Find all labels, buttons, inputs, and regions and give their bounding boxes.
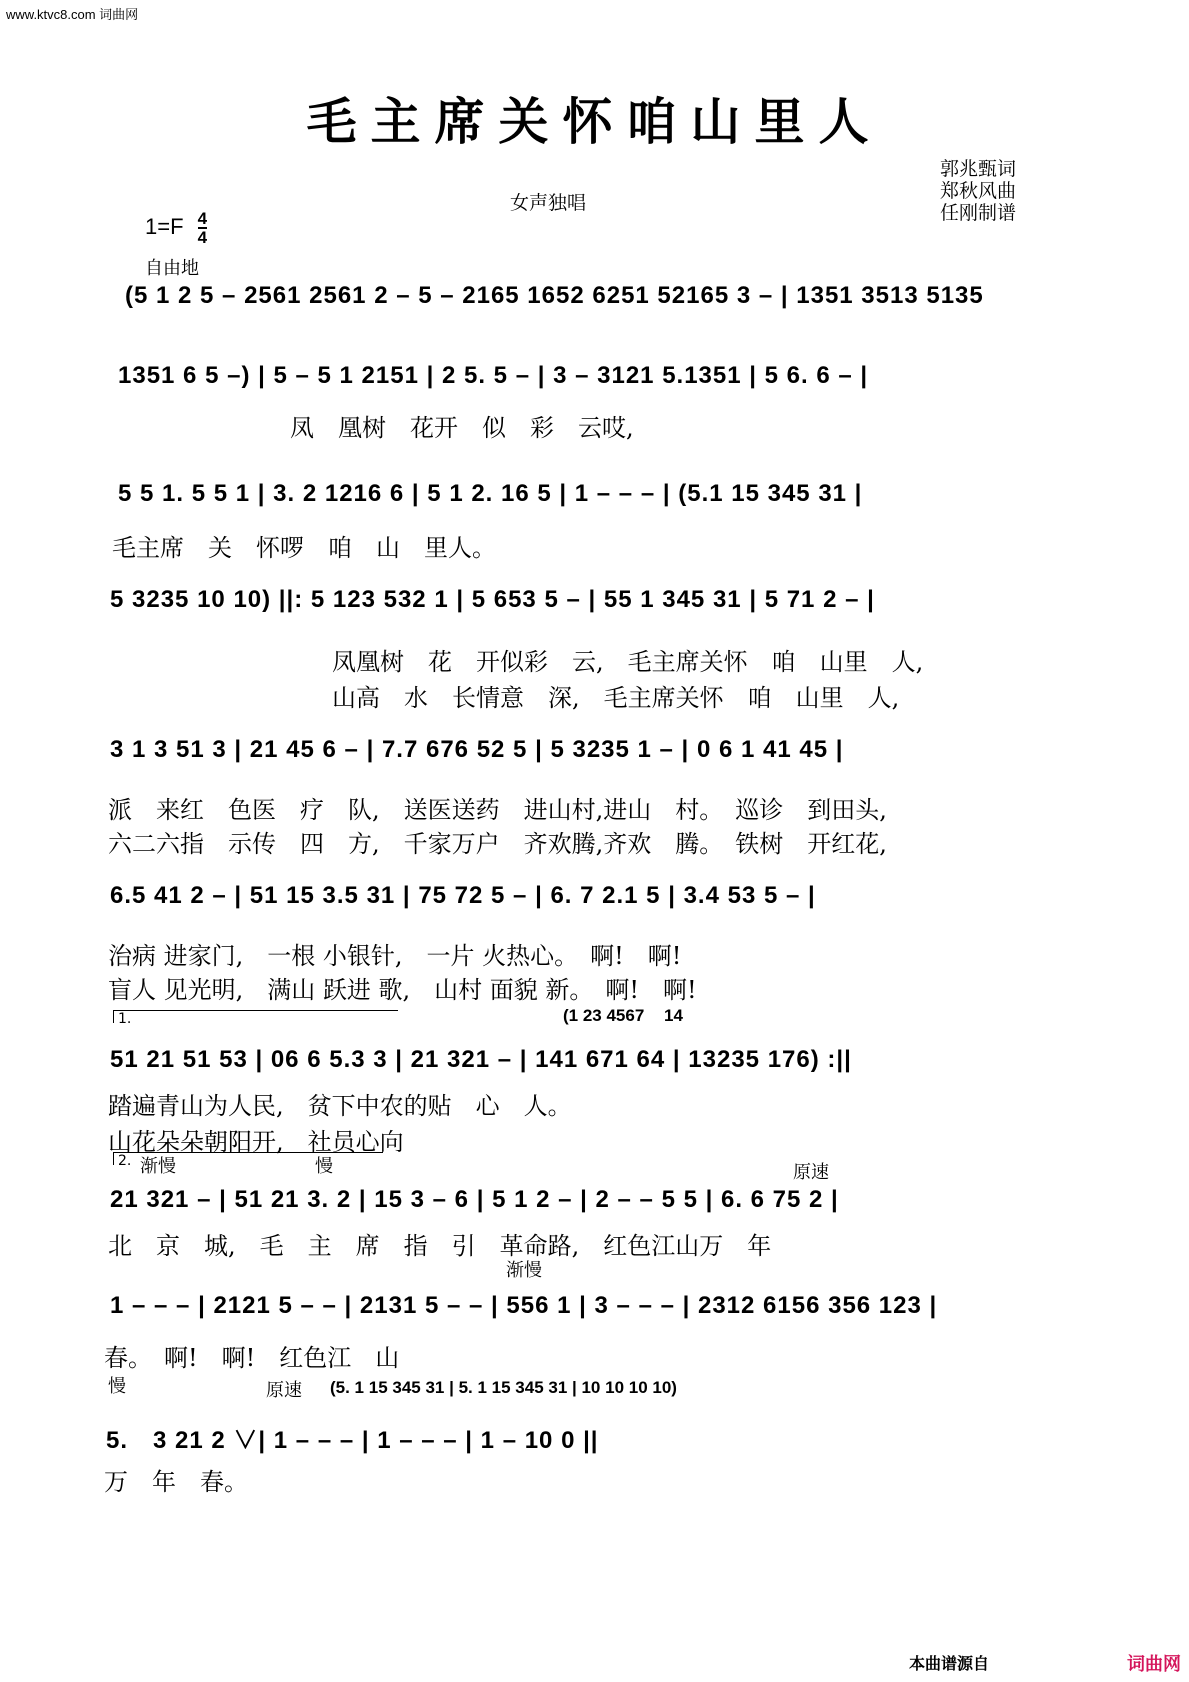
first-ending-label: 1.	[118, 1011, 132, 1027]
tempo-ritard-2: 渐慢	[506, 1260, 542, 1281]
lyric-line-8: 北 京 城, 毛 主 席 指 引 革命路, 红色江山万 年	[108, 1232, 772, 1260]
second-ending-label: 2.	[118, 1153, 132, 1169]
lyric-line-5b: 六二六指 示传 四 方, 千家万户 齐欢腾,齐欢 腾。 铁树 开红花,	[108, 830, 887, 858]
lyric-line-7b: 山花朵朵朝阳开, 社员心向	[108, 1128, 404, 1156]
first-ending-bracket	[113, 1010, 398, 1027]
footer-source: 本曲谱源自	[908, 1654, 989, 1673]
notation-line-8: 21 321 – | 51 21 3. 2 | 15 3 – 6 | 5 1 2 – | 2 – – 5 5 | 6. 6 75 2 |	[110, 1186, 839, 1213]
notation-line-10: 5. 3 21 2 ∨| 1 – – – | 1 – – – | 1 – 10 0 ||	[106, 1427, 599, 1454]
tempo-mark: 自由地	[145, 258, 199, 279]
notation-line-4: 5 3235 10 10) ||: 5 123 532 1 | 5 653 5 – | 55 1 345 31 | 5 71 2 – |	[110, 586, 875, 613]
key-signature	[145, 210, 207, 246]
lyric-line-4b: 山高 水 长情意 深, 毛主席关怀 咱 山里 人,	[332, 684, 900, 712]
song-title: 毛主席关怀咱山里人	[306, 92, 883, 151]
notation-line-3: 5 5 1. 5 5 1 | 3. 2 1216 6 | 5 1 2. 16 5 | 1 – – – | (5.1 15 345 31 |	[118, 480, 863, 507]
lyric-line-7a: 踏遍青山为人民, 贫下中农的贴 心 人。	[108, 1092, 572, 1120]
bracket-notes-b: 14	[664, 1006, 683, 1025]
composer: 郑秋风曲	[940, 180, 1017, 202]
lyric-line-2: 凤 凰树 花开 似 彩 云哎,	[290, 414, 634, 442]
lyric-line-9: 春。 啊! 啊! 红色江 山	[104, 1344, 400, 1372]
tempo-original-1: 原速	[793, 1162, 829, 1183]
tempo-original-2: 原速	[266, 1380, 302, 1401]
notation-line-5: 3 1 3 51 3 | 21 45 6 – | 7.7 676 52 5 | 5 3235 1 – | 0 6 1 41 45 |	[110, 736, 844, 763]
accompaniment-notes: (5. 1 15 345 31 | 5. 1 15 345 31 | 10 10 10 10)	[330, 1378, 677, 1397]
time-top: 4	[197, 209, 208, 228]
key-label: 1=F	[145, 213, 184, 239]
lyric-line-10: 万 年 春。	[104, 1468, 248, 1496]
footer-brand: 词曲网	[1127, 1654, 1181, 1675]
notation-line-1: (5 1 2 5 – 2561 2561 2 – 5 – 2165 1652 6251 52165 3 – | 1351 3513 5135	[125, 282, 984, 309]
lyricist: 郭兆甄词	[940, 158, 1017, 180]
bracket-notes-a: (1 23 4567	[563, 1006, 645, 1025]
lyric-line-6a: 治病 进家门, 一根 小银针, 一片 火热心。 啊! 啊!	[108, 942, 682, 970]
arranger: 任刚制谱	[940, 202, 1017, 224]
credits	[940, 158, 1016, 224]
time-bottom: 4	[197, 228, 208, 247]
tempo-slow-2: 慢	[108, 1376, 126, 1397]
lyric-line-4a: 凤凰树 花 开似彩 云, 毛主席关怀 咱 山里 人,	[332, 648, 924, 676]
tempo-slow-1: 慢	[315, 1156, 333, 1177]
notation-line-6: 6.5 41 2 – | 51 15 3.5 31 | 75 72 5 – | 6. 7 2.1 5 | 3.4 53 5 – |	[110, 882, 816, 909]
tempo-ritard-1: 渐慢	[140, 1156, 176, 1177]
time-signature	[198, 210, 207, 246]
genre-label: 女声独唱	[510, 192, 587, 214]
lyric-line-5a: 派 来红 色医 疗 队, 送医送药 进山村,进山 村。 巡诊 到田头,	[108, 796, 887, 824]
notation-line-9: 1 – – – | 2121 5 – – | 2131 5 – – | 556 1 | 3 – – – | 2312 6156 356 123 |	[110, 1292, 938, 1319]
lyric-line-3: 毛主席 关 怀啰 咱 山 里人。	[112, 534, 496, 562]
lyric-line-6b: 盲人 见光明, 满山 跃进 歌, 山村 面貌 新。 啊! 啊!	[108, 976, 697, 1004]
site-watermark: www.ktvc8.com 词曲网	[6, 7, 139, 22]
notation-line-2: 1351 6 5 –) | 5 – 5 1 2151 | 2 5. 5 – | 3 – 3121 5.1351 | 5 6. 6 – |	[118, 362, 869, 389]
notation-line-7: 51 21 51 53 | 06 6 5.3 3 | 21 321 – | 141 671 64 | 13235 176) :||	[110, 1046, 852, 1073]
